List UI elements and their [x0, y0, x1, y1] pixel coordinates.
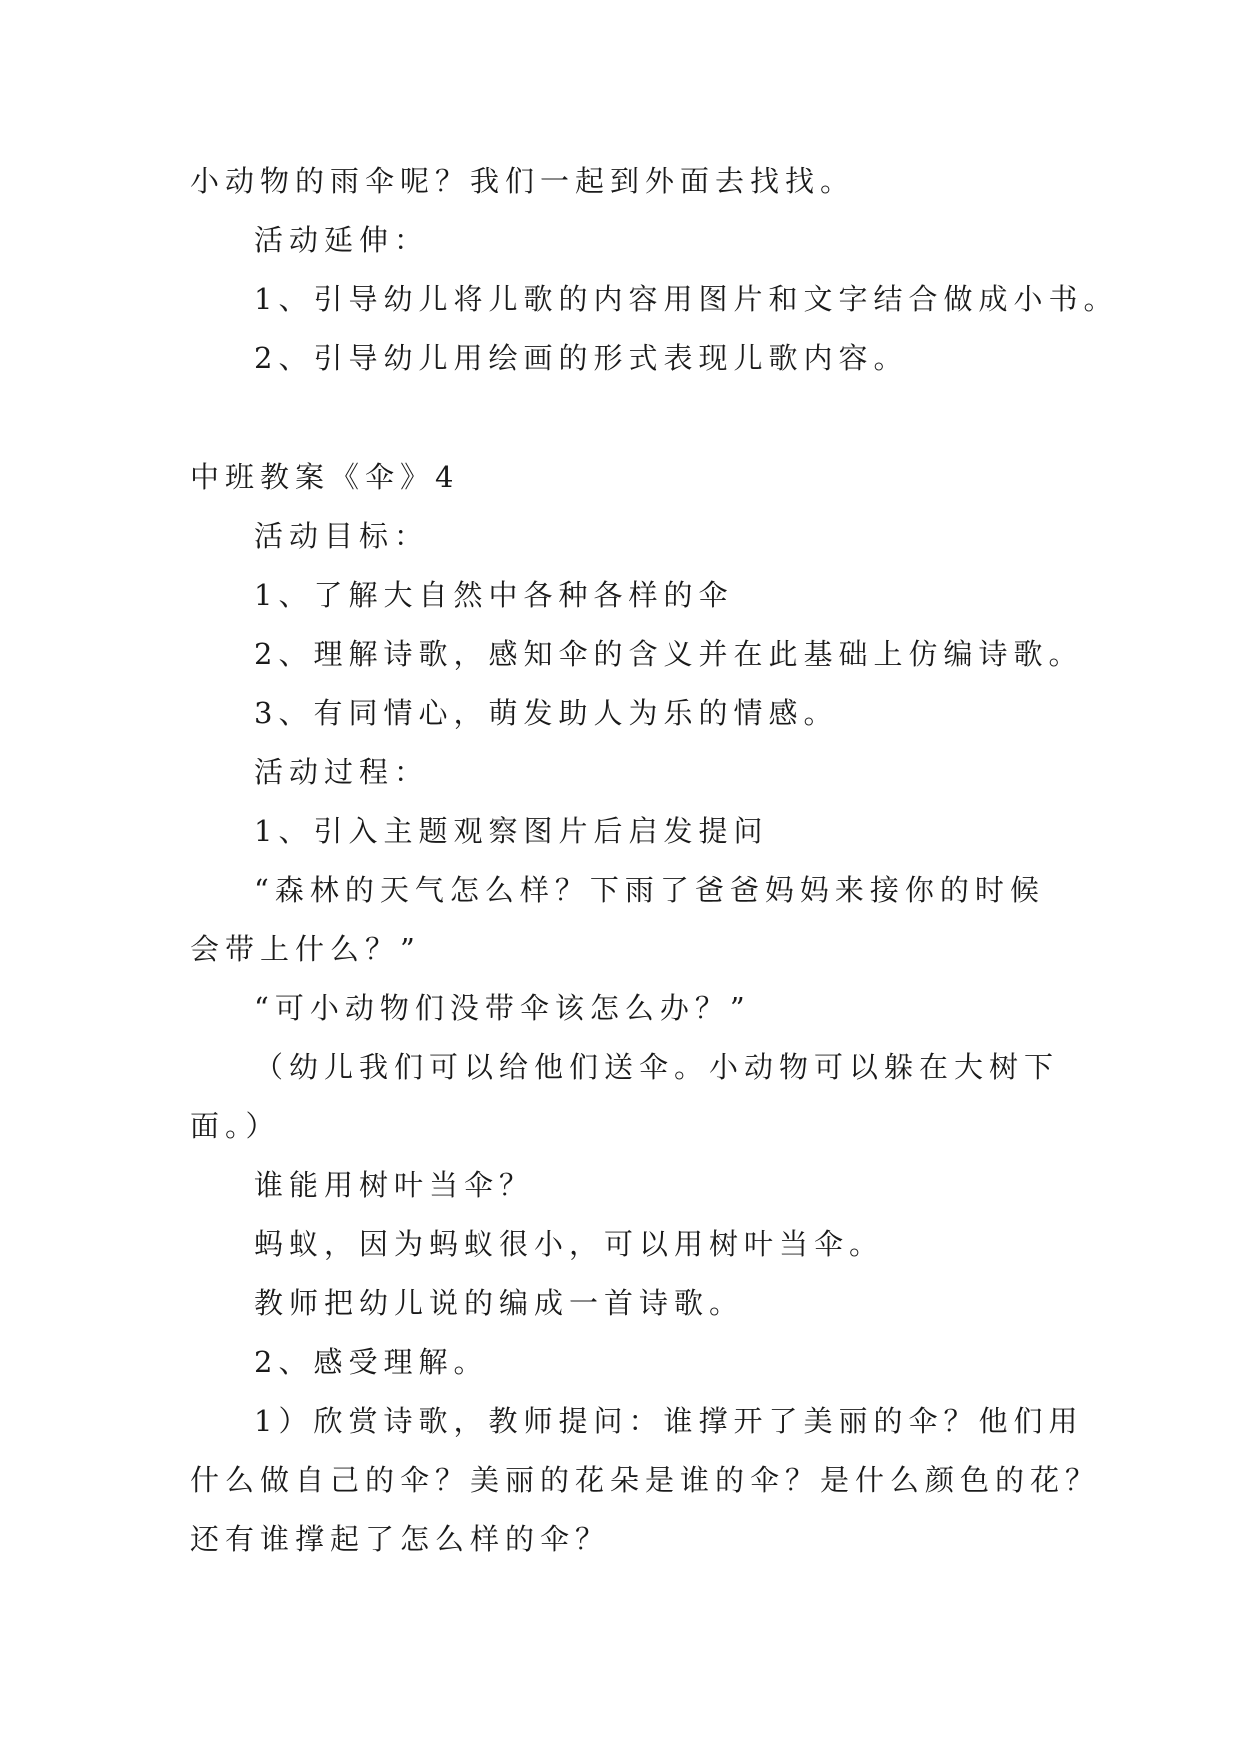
- heading-activity-extension: 活动延伸：: [254, 223, 430, 257]
- lesson-title: 中班教案《伞》4: [190, 460, 460, 494]
- question-paragraph-line-1: “森林的天气怎么样？下雨了爸爸妈妈来接你的时候: [254, 873, 1045, 907]
- goal-item-1: 1、了解大自然中各种各样的伞: [254, 578, 734, 612]
- goal-item-2: 2、理解诗歌，感知伞的含义并在此基础上仿编诗歌。: [254, 637, 1084, 671]
- appreciation-paragraph-line-2: 什么做自己的伞？美丽的花朵是谁的伞？是什么颜色的花？: [190, 1463, 1101, 1497]
- heading-activity-goals: 活动目标：: [254, 519, 430, 553]
- question-paragraph-line-2: 会带上什么？”: [190, 932, 421, 966]
- section-gap: [190, 388, 1090, 448]
- appreciation-paragraph-line-1: 1）欣赏诗歌，教师提问：谁撑开了美丽的伞？他们用: [254, 1404, 1084, 1438]
- answer-ant: 蚂蚁，因为蚂蚁很小，可以用树叶当伞。: [254, 1227, 885, 1261]
- paragraph-continuation: 小动物的雨伞呢？我们一起到外面去找找。: [190, 164, 856, 198]
- question-leaf-umbrella: 谁能用树叶当伞？: [254, 1168, 535, 1202]
- children-answer-line-1: （幼儿我们可以给他们送伞。小动物可以躲在大树下: [254, 1050, 1060, 1084]
- children-answer-line-2: 面。）: [190, 1109, 281, 1143]
- appreciation-paragraph-line-3: 还有谁撑起了怎么样的伞？: [190, 1522, 611, 1556]
- question-animals: “可小动物们没带伞该怎么办？”: [254, 991, 751, 1025]
- extension-item-1: 1、引导幼儿将儿歌的内容用图片和文字结合做成小书。: [254, 282, 1119, 316]
- heading-activity-process: 活动过程：: [254, 755, 430, 789]
- goal-item-3: 3、有同情心，萌发助人为乐的情感。: [254, 696, 839, 730]
- extension-item-2: 2、引导幼儿用绘画的形式表现儿歌内容。: [254, 341, 909, 375]
- process-step-2: 2、感受理解。: [254, 1345, 489, 1379]
- process-step-1: 1、引入主题观察图片后启发提问: [254, 814, 769, 848]
- document-body: [190, 152, 1119, 1569]
- teacher-poem-note: 教师把幼儿说的编成一首诗歌。: [254, 1286, 745, 1320]
